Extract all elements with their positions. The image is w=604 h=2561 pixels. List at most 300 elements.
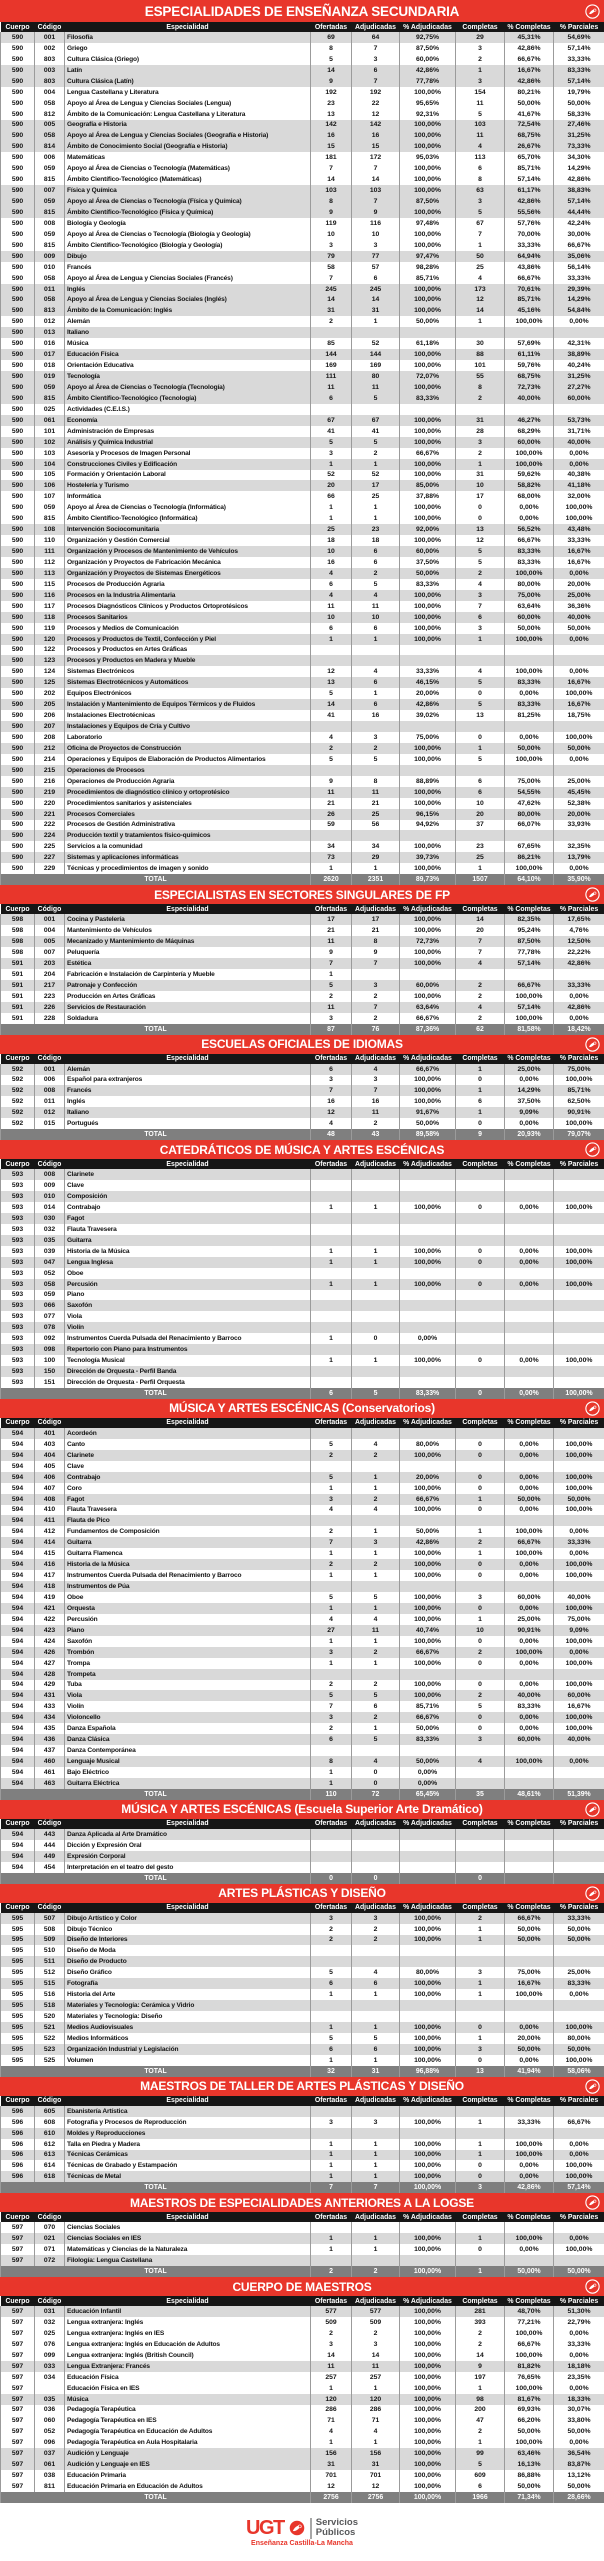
cell: 4 (311, 1505, 352, 1516)
cell: 99 (456, 2448, 505, 2459)
cell (505, 1191, 554, 1202)
cell: 11 (456, 98, 505, 109)
cell: Oficina de Proyectos de Construcción (65, 743, 311, 754)
cell: 3 (456, 76, 505, 87)
cell: 17,65% (554, 914, 604, 925)
column-header: % Adjudicadas (400, 1054, 456, 1064)
table-row (1, 98, 604, 109)
cell: 100,00% (400, 470, 456, 481)
cell: 1 (352, 2233, 400, 2244)
table-row (1, 969, 604, 980)
cell: 100,00% (505, 2150, 554, 2161)
cell: 596 (1, 2117, 35, 2128)
cell: 85,71% (505, 163, 554, 174)
ugt-logo-icon (585, 4, 600, 19)
cell: Inglés (65, 284, 311, 295)
cell: 100,00% (505, 2328, 554, 2339)
cell: 9 (352, 207, 400, 218)
cell (456, 2255, 505, 2266)
cell: 100,00% (400, 1603, 456, 1614)
cell: Clave (65, 1461, 311, 1472)
cell: Cultura Clásica (Latín) (65, 76, 311, 87)
cell: 3 (352, 1537, 400, 1548)
total-cell: 20,93% (505, 1129, 554, 1140)
cell: 594 (1, 1734, 35, 1745)
cell: 034 (35, 2372, 65, 2383)
cell: Física y Química (65, 185, 311, 196)
cell (456, 2106, 505, 2117)
table-row (1, 2394, 604, 2405)
cell: 3 (311, 2117, 352, 2128)
total-cell: 100,00% (400, 2266, 456, 2277)
table-row (1, 732, 604, 743)
cell: 14,29% (554, 295, 604, 306)
cell: 415 (35, 1548, 65, 1559)
total-row (1, 2182, 604, 2193)
column-header: Completas (456, 1159, 505, 1169)
table-row (1, 1191, 604, 1202)
cell: 50,00% (554, 1924, 604, 1935)
cell: 3 (311, 1913, 352, 1924)
cell: 6 (352, 699, 400, 710)
cell: 594 (1, 1603, 35, 1614)
cell: Danza Aplicada al Arte Dramático (65, 1829, 311, 1840)
cell: 43,86% (505, 262, 554, 273)
cell: 7 (352, 196, 400, 207)
cell: 007 (35, 947, 65, 958)
table-row (1, 109, 604, 120)
table-row (1, 2000, 604, 2011)
cell: 595 (1, 1989, 35, 2000)
cell (554, 1862, 604, 1873)
cell: 058 (35, 130, 65, 141)
cell: 118 (35, 612, 65, 623)
cell (352, 1235, 400, 1246)
cell: 75,00% (554, 1064, 604, 1075)
cell: 597 (1, 2350, 35, 2361)
cell: 42,86% (554, 1002, 604, 1013)
cell: 100,00% (554, 513, 604, 524)
cell: 100,00% (400, 1559, 456, 1570)
cell: Canto (65, 1439, 311, 1450)
cell: 5 (352, 2033, 400, 2044)
table-row (1, 2055, 604, 2066)
cell: 60,00% (400, 546, 456, 557)
cell: 4,76% (554, 925, 604, 936)
cell: 0,00% (400, 1767, 456, 1778)
cell: 0 (456, 1680, 505, 1691)
cell: 0,00% (554, 634, 604, 645)
cell: Apoyo al Área de Ciencias o Tecnología (Matemáticas) (65, 163, 311, 174)
table-row (1, 1450, 604, 1461)
cell (505, 1322, 554, 1333)
cell: 421 (35, 1603, 65, 1614)
table-row (1, 535, 604, 546)
cell: 100,00% (505, 1548, 554, 1559)
cell: 83,33% (400, 393, 456, 404)
cell: 3 (456, 196, 505, 207)
table-row (1, 1967, 604, 1978)
cell: Trombón (65, 1647, 311, 1658)
column-header: Cuerpo (1, 2296, 35, 2306)
cell: 594 (1, 1450, 35, 1461)
cell: 009 (35, 251, 65, 262)
cell: Matemáticas y Ciencias de la Naturaleza (65, 2244, 311, 2255)
cell: 1 (456, 743, 505, 754)
cell (311, 721, 352, 732)
section-table (0, 1418, 604, 1800)
cell: 20,00% (505, 2033, 554, 2044)
cell: 596 (1, 2106, 35, 2117)
cell: 100,00% (554, 1559, 604, 1570)
cell: Sistemas Electrónicos (65, 666, 311, 677)
cell: 100,00% (400, 2160, 456, 2171)
cell (400, 645, 456, 656)
table-row (1, 765, 604, 776)
cell (554, 765, 604, 776)
column-header: Cuerpo (1, 1159, 35, 1169)
cell: 5 (456, 1701, 505, 1712)
cell (456, 1366, 505, 1377)
cell: 594 (1, 1723, 35, 1734)
cell: 12 (311, 666, 352, 677)
cell: 9 (456, 2361, 505, 2372)
cell: 4 (456, 666, 505, 677)
cell (400, 1669, 456, 1680)
cell: Procesos Sanitarios (65, 612, 311, 623)
cell (311, 1235, 352, 1246)
cell: 590 (1, 645, 35, 656)
cell: 422 (35, 1614, 65, 1625)
cell: 100,00% (505, 316, 554, 327)
cell: Pedagogía Terapéutica en IES (65, 2415, 311, 2426)
table-row (1, 2405, 604, 2416)
cell: 100,00% (505, 991, 554, 1002)
cell (456, 645, 505, 656)
cell: 2 (311, 991, 352, 1002)
cell: 18,75% (554, 710, 604, 721)
cell: 34 (352, 841, 400, 852)
cell: 42,86% (505, 43, 554, 54)
cell: 2 (352, 991, 400, 1002)
cell: 1 (456, 2139, 505, 2150)
cell: 0,00% (554, 2383, 604, 2394)
column-header: % Adjudicadas (400, 2296, 456, 2306)
column-header: % Completas (505, 904, 554, 914)
cell: 0,00% (554, 1756, 604, 1767)
cell: 2 (456, 2339, 505, 2350)
cell: 33,33% (505, 2117, 554, 2128)
ugt-wordmark: UGT (246, 2518, 284, 2538)
cell: Medios Informáticos (65, 2033, 311, 2044)
cell: 813 (35, 305, 65, 316)
cell: Lengua extranjera: Inglés en Educación de Adultos (65, 2339, 311, 2350)
column-header: Código (35, 22, 65, 32)
cell: 593 (1, 1213, 35, 1224)
column-header: % Completas (505, 1819, 554, 1829)
cell: 594 (1, 1712, 35, 1723)
table-row (1, 437, 604, 448)
cell (400, 1377, 456, 1388)
cell: Ciencias Sociales (65, 2222, 311, 2233)
cell: 597 (1, 2255, 35, 2266)
section-header (0, 0, 604, 22)
cell: 47,62% (505, 798, 554, 809)
cell: 12 (456, 295, 505, 306)
cell: 594 (1, 1690, 35, 1701)
column-header: Cuerpo (1, 22, 35, 32)
cell: 9 (311, 207, 352, 218)
cell: 431 (35, 1690, 65, 1701)
cell: 5 (456, 2459, 505, 2470)
cell: 47 (456, 2415, 505, 2426)
cell: Oboe (65, 1592, 311, 1603)
cell: 1 (311, 969, 352, 980)
cell (456, 1840, 505, 1851)
table-row (1, 721, 604, 732)
total-cell: 2756 (311, 2492, 352, 2503)
cell: Piano (65, 1290, 311, 1301)
cell: 0 (456, 1559, 505, 1570)
cell: Interpretación en el teatro del gesto (65, 1862, 311, 1873)
cell: 100,00% (400, 2244, 456, 2255)
cell: Organización y Proyectos de Fabricación Mecánica (65, 557, 311, 568)
cell: 590 (1, 251, 35, 262)
cell: 070 (35, 2222, 65, 2233)
cell: 0,00% (554, 459, 604, 470)
cell: 3 (352, 1075, 400, 1086)
section-table (0, 1903, 604, 2077)
column-header: % Completas (505, 1054, 554, 1064)
table-row (1, 1515, 604, 1526)
cell: 39,02% (400, 710, 456, 721)
cell: Organización Industrial y Legislación (65, 2044, 311, 2055)
cell: 41 (311, 426, 352, 437)
cell (505, 1344, 554, 1355)
cell (554, 1213, 604, 1224)
section-header (0, 885, 604, 904)
cell: 1 (456, 1526, 505, 1537)
column-header: % Adjudicadas (400, 1159, 456, 1169)
cell: 0,00% (400, 1778, 456, 1789)
cell: 1 (311, 1355, 352, 1366)
cell: 100,00% (400, 2459, 456, 2470)
cell: 594 (1, 1680, 35, 1691)
cell (400, 2128, 456, 2139)
cell: 68,00% (505, 491, 554, 502)
cell: 38,83% (554, 185, 604, 196)
cell: 12 (352, 2481, 400, 2492)
cell: 019 (35, 371, 65, 382)
section-title: MÚSICA Y ARTES ESCÉNICAS (Escuela Superior Arte Dramático) (121, 1802, 482, 1816)
cell: 19,79% (554, 87, 604, 98)
cell: 590 (1, 382, 35, 393)
cell: 597 (1, 2222, 35, 2233)
cell: 0,00% (505, 1355, 554, 1366)
cell: Clave (65, 1180, 311, 1191)
table-row (1, 2044, 604, 2055)
cell: 100,00% (400, 1355, 456, 1366)
cell: 4 (352, 2426, 400, 2437)
cell: 100,00% (400, 601, 456, 612)
cell: Guitarra Eléctrica (65, 1778, 311, 1789)
cell: 35,06% (554, 251, 604, 262)
cell: 6 (311, 1978, 352, 1989)
cell: 590 (1, 404, 35, 415)
cell: 60,00% (554, 393, 604, 404)
cell: Piano (65, 1625, 311, 1636)
cell: Análisis y Química Industrial (65, 437, 311, 448)
table-row (1, 32, 604, 43)
table-row (1, 1636, 604, 1647)
cell: 66 (311, 491, 352, 502)
table-row (1, 1734, 604, 1745)
cell: 203 (35, 958, 65, 969)
cell (352, 721, 400, 732)
table-row (1, 688, 604, 699)
column-header: Código (35, 2096, 65, 2106)
cell: Coro (65, 1483, 311, 1494)
cell: 88,89% (400, 776, 456, 787)
cell (456, 1311, 505, 1322)
table-row (1, 1723, 604, 1734)
cell: 0,00% (505, 1603, 554, 1614)
table-row (1, 1333, 604, 1344)
table-row (1, 1075, 604, 1086)
cell: 0 (456, 2022, 505, 2033)
cell: 590 (1, 491, 35, 502)
cell: 032 (35, 2317, 65, 2328)
table-row (1, 787, 604, 798)
cell: 2 (352, 1712, 400, 1723)
total-cell: 0 (456, 1388, 505, 1399)
cell: 011 (35, 1096, 65, 1107)
cell: 77,21% (505, 2317, 554, 2328)
cell: 50,00% (505, 2426, 554, 2437)
ugt-logo-icon (585, 1802, 600, 1817)
cell: 0,00% (554, 991, 604, 1002)
cell (456, 765, 505, 776)
table-row (1, 1559, 604, 1570)
cell: 14 (311, 699, 352, 710)
cell: 7 (352, 163, 400, 174)
total-row (1, 2266, 604, 2277)
cell: 509 (352, 2317, 400, 2328)
cell: 591 (1, 991, 35, 1002)
cell: 096 (35, 2437, 65, 2448)
cell (505, 830, 554, 841)
cell: 77,78% (400, 76, 456, 87)
cell (352, 1745, 400, 1756)
cell: 100,00% (400, 991, 456, 1002)
total-cell: 6 (311, 1388, 352, 1399)
cell (505, 765, 554, 776)
cell (554, 1191, 604, 1202)
total-row (1, 1024, 604, 1035)
cell: 0,00% (554, 1526, 604, 1537)
cell (456, 1344, 505, 1355)
cell: 80,00% (400, 1967, 456, 1978)
cell: 59,62% (505, 470, 554, 481)
cell: 815 (35, 174, 65, 185)
cell: 10 (456, 480, 505, 491)
cell: 40,00% (554, 1734, 604, 1745)
cell: 57,14% (505, 174, 554, 185)
table-row (1, 557, 604, 568)
cell: 590 (1, 360, 35, 371)
cell: Procesos y Medios de Comunicación (65, 623, 311, 634)
cell: Instrumentos de Púa (65, 1581, 311, 1592)
total-cell: 28,66% (554, 2492, 604, 2503)
cell: 1 (352, 513, 400, 524)
cell: 2 (456, 991, 505, 1002)
cell: 590 (1, 502, 35, 513)
cell: 1 (352, 1658, 400, 1669)
cell: 590 (1, 109, 35, 120)
cell: Intervención Sociocomunitaria (65, 524, 311, 535)
table-row (1, 316, 604, 327)
brand-name (316, 2518, 358, 2539)
table-row (1, 579, 604, 590)
cell: 7 (352, 958, 400, 969)
column-header: % Parciales (554, 22, 604, 32)
cell: 100,00% (400, 925, 456, 936)
cell: Español para extranjeros (65, 1075, 311, 1086)
cell: Clarinete (65, 1169, 311, 1180)
total-row (1, 1388, 604, 1399)
total-cell: 81,58% (505, 1024, 554, 1035)
cell: 1 (352, 2055, 400, 2066)
table-row (1, 218, 604, 229)
column-header: % Parciales (554, 1159, 604, 1169)
cell: 0,00% (505, 513, 554, 524)
cell: 059 (35, 382, 65, 393)
cell (505, 1377, 554, 1388)
table-row (1, 1956, 604, 1967)
cell: 113 (456, 152, 505, 163)
cell: 510 (35, 1945, 65, 1956)
cell: 123 (35, 655, 65, 666)
cell: 6 (311, 623, 352, 634)
cell: Soldadura (65, 1013, 311, 1024)
cell (311, 1956, 352, 1967)
cell: 212 (35, 743, 65, 754)
cell: Diseño de Interiores (65, 1935, 311, 1946)
cell (554, 655, 604, 666)
cell: 2 (352, 1680, 400, 1691)
table-row (1, 634, 604, 645)
cell: 0,00% (554, 2437, 604, 2448)
cell: 590 (1, 141, 35, 152)
cell: 66,67% (505, 535, 554, 546)
cell: 0,00% (554, 2150, 604, 2161)
cell (554, 327, 604, 338)
column-header: % Adjudicadas (400, 22, 456, 32)
cell: 31,71% (554, 426, 604, 437)
cell: 590 (1, 98, 35, 109)
total-cell: 65,45% (400, 1789, 456, 1800)
total-cell: 96,88% (400, 2066, 456, 2077)
cell: 63,64% (400, 1002, 456, 1013)
cell: 57 (352, 262, 400, 273)
ugt-logo-icon (585, 887, 600, 902)
cell (456, 1778, 505, 1789)
cell (505, 1767, 554, 1778)
cell: 701 (352, 2470, 400, 2481)
cell: 592 (1, 1118, 35, 1129)
cell: Dirección de Orquesta - Perfil Banda (65, 1366, 311, 1377)
table-row (1, 677, 604, 688)
